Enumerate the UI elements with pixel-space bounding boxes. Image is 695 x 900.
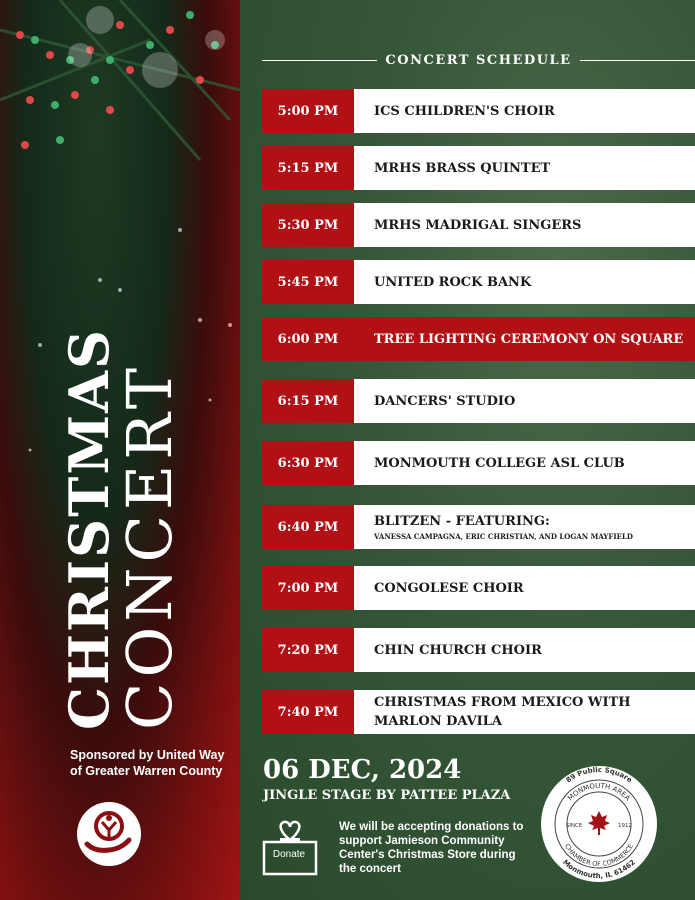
united-way-logo <box>75 800 143 868</box>
schedule-row <box>262 628 695 672</box>
donation-text: We will be accepting donations to support Jamieson Community Center's Christmas Store during the concert <box>339 821 524 875</box>
schedule-time: 7:20 PM <box>262 628 354 672</box>
event-venue: JINGLE STAGE BY PATTEE PLAZA <box>263 788 511 803</box>
schedule-row <box>262 379 695 423</box>
chamber-of-commerce-logo <box>540 765 658 883</box>
schedule-act: DANCERS' STUDIO <box>374 393 516 409</box>
divider <box>262 60 377 61</box>
svg-text:1912: 1912 <box>618 823 632 829</box>
schedule-act: TREE LIGHTING CEREMONY ON SQUARE <box>374 331 684 347</box>
schedule-act: MRHS MADRIGAL SINGERS <box>374 217 582 233</box>
left-panel <box>0 0 240 900</box>
event-title <box>57 328 186 730</box>
schedule-time: 7:00 PM <box>262 566 354 610</box>
schedule-row <box>262 441 695 485</box>
schedule-time: 6:00 PM <box>262 317 354 361</box>
svg-text:89 Public Square: 89 Public Square <box>564 765 634 785</box>
schedule-act: BLITZEN - FEATURING: <box>374 513 550 529</box>
schedule-time: 6:30 PM <box>262 441 354 485</box>
string-lights-decoration <box>0 0 240 170</box>
schedule-act: UNITED ROCK BANK <box>374 274 532 290</box>
svg-text:Monmouth, IL 61462: Monmouth, IL 61462 <box>561 858 637 881</box>
schedule-time: 6:15 PM <box>262 379 354 423</box>
event-date: 06 DEC, 2024 <box>263 755 462 785</box>
sponsor-text: Sponsored by United Way of Greater Warren County <box>70 748 225 778</box>
schedule-act: MONMOUTH COLLEGE ASL CLUB <box>374 455 625 471</box>
title-line-1: CHRISTMAS <box>57 328 121 730</box>
schedule-act: CHIN CHURCH CHOIR <box>374 642 542 658</box>
schedule-row <box>262 566 695 610</box>
schedule-time: 7:40 PM <box>262 690 354 734</box>
schedule-act: CONGOLESE CHOIR <box>374 580 524 596</box>
schedule-time: 6:40 PM <box>262 505 354 549</box>
schedule-time: 5:15 PM <box>262 146 354 190</box>
schedule-time: 5:45 PM <box>262 260 354 304</box>
schedule-time: 5:00 PM <box>262 89 354 133</box>
schedule-row <box>262 260 695 304</box>
schedule-time: 5:30 PM <box>262 203 354 247</box>
donate-label: Donate <box>272 849 306 860</box>
donate-box-icon <box>262 818 318 876</box>
svg-text:SINCE: SINCE <box>565 823 583 829</box>
svg-text:MONMOUTH AREA: MONMOUTH AREA <box>566 781 632 803</box>
schedule-heading <box>262 50 695 70</box>
schedule-row <box>262 89 695 133</box>
schedule-act: MRHS BRASS QUINTET <box>374 160 551 176</box>
schedule-act-subtitle: VANESSA CAMPAGNA, ERIC CHRISTIAN, AND LOGAN MAYFIELD <box>374 531 634 541</box>
schedule-row <box>262 505 695 549</box>
divider <box>580 60 695 61</box>
schedule-row <box>262 690 695 734</box>
schedule-row <box>262 146 695 190</box>
svg-text:CHAMBER OF COMMERCE: CHAMBER OF COMMERCE <box>562 842 636 869</box>
title-line-2: CONCERT <box>113 362 186 730</box>
schedule-row-highlight <box>262 317 695 361</box>
schedule-heading-text: CONCERT SCHEDULE <box>385 52 572 68</box>
schedule-act: ICS CHILDREN'S CHOIR <box>374 103 555 119</box>
schedule-row <box>262 203 695 247</box>
schedule-act: CHRISTMAS FROM MEXICO WITH MARLON DAVILA <box>374 695 631 729</box>
